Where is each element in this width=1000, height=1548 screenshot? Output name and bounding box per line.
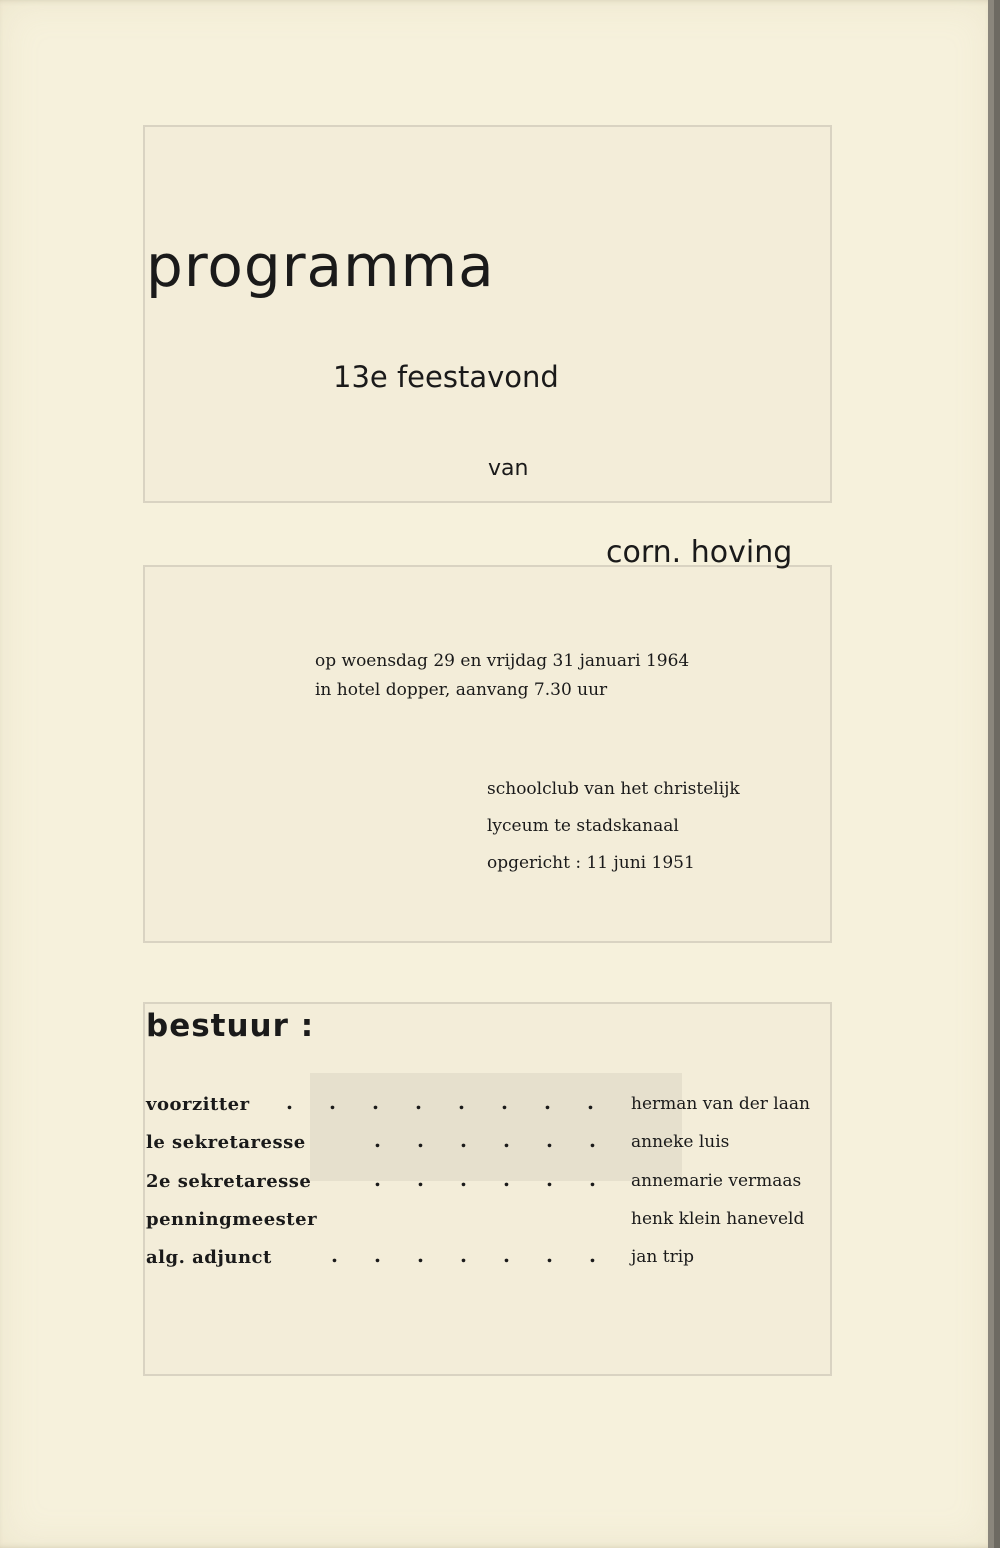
board-member-name: annemarie vermaas: [631, 1171, 802, 1191]
event-dates: op woensdag 29 en vrijdag 31 januari 1964: [315, 651, 690, 671]
board-member-name: henk klein haneveld: [631, 1209, 805, 1229]
board-role: voorzitter: [146, 1094, 250, 1115]
board-row: [146, 1209, 846, 1239]
event-name: corn. hoving: [606, 535, 793, 570]
board-role: alg. adjunct: [146, 1247, 272, 1268]
page-edge: [988, 0, 994, 1548]
club-line-2: lyceum te stadskanaal: [487, 816, 679, 836]
leader-dots: . . . . . .: [374, 1167, 596, 1191]
board-role: penningmeester: [146, 1209, 318, 1230]
club-line-1: schoolclub van het christelijk: [487, 779, 740, 799]
show-through-ad-frame: [143, 565, 832, 943]
leader-dots: . . . . . .: [374, 1128, 596, 1152]
club-founded: opgericht : 11 juni 1951: [487, 853, 695, 873]
board-member-name: herman van der laan: [631, 1094, 810, 1114]
leader-dots: . . . . . . . .: [286, 1090, 594, 1114]
board-row: [146, 1243, 846, 1277]
board-role: 2e sekretaresse: [146, 1171, 312, 1192]
board-row: [146, 1090, 846, 1124]
board-member-name: anneke luis: [631, 1132, 730, 1152]
board-member-name: jan trip: [631, 1247, 695, 1267]
event-van: van: [488, 456, 529, 481]
board-row: [146, 1128, 846, 1162]
show-through-ad-frame: [143, 125, 832, 503]
page-title: programma: [146, 232, 495, 300]
event-subtitle: 13e feestavond: [333, 360, 559, 394]
board-heading: bestuur :: [146, 1008, 315, 1044]
event-details: [315, 647, 689, 705]
leader-dots: . . . . . . .: [331, 1243, 596, 1267]
event-venue: in hotel dopper, aanvang 7.30 uur: [315, 680, 608, 700]
board-role: le sekretaresse: [146, 1132, 306, 1153]
board-row: [146, 1167, 846, 1201]
club-info: [487, 771, 740, 882]
